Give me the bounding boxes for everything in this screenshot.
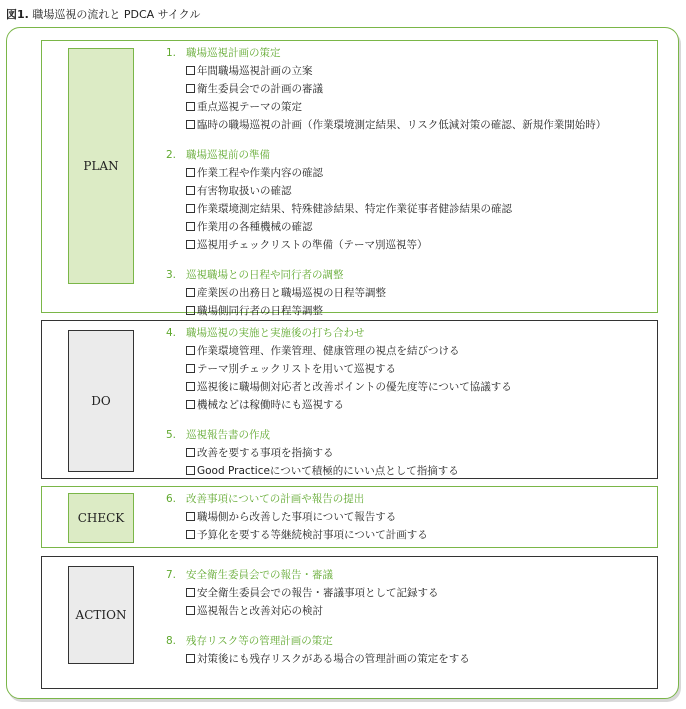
checklist-item: 巡視報告と改善対応の検討 [166, 602, 649, 620]
checkbox-icon [186, 240, 195, 249]
checkbox-icon [186, 120, 195, 129]
phase-content-check [166, 490, 649, 544]
checkbox-icon [186, 66, 195, 75]
checkbox-icon [186, 102, 195, 111]
figure-title [6, 6, 200, 22]
checkbox-icon [186, 364, 195, 373]
phase-content-do [166, 324, 649, 480]
section-heading: 4. 職場巡視の実施と実施後の打ち合わせ [166, 327, 365, 339]
checklist-item: Good Practiceについて積極的にいい点として指摘する [166, 462, 649, 480]
checkbox-icon [186, 288, 195, 297]
checklist-item: 機械などは稼働時にも巡視する [166, 396, 649, 414]
phase-label-action: ACTION [68, 566, 134, 664]
checklist-item: 作業環境管理、作業管理、健康管理の視点を結びつける [166, 342, 649, 360]
checkbox-icon [186, 382, 195, 391]
checklist-item: 予算化を要する等継続検討事項について計画する [166, 526, 649, 544]
checklist-item: 臨時の職場巡視の計画（作業環境測定結果、リスク低減対策の確認、新規作業開始時） [166, 116, 649, 134]
phase-check [41, 486, 658, 548]
checklist-item: 改善を要する事項を指摘する [166, 444, 649, 462]
checklist-item: 重点巡視テーマの策定 [166, 98, 649, 116]
checklist-item: 産業医の出務日と職場巡視の日程等調整 [166, 284, 649, 302]
checkbox-icon [186, 400, 195, 409]
phase-action [41, 556, 658, 689]
phase-content-plan [166, 44, 649, 320]
section-heading: 6. 改善事項についての計画や報告の提出 [166, 493, 365, 505]
checkbox-icon [186, 186, 195, 195]
checklist-item: 職場側から改善した事項について報告する [166, 508, 649, 526]
checkbox-icon [186, 204, 195, 213]
checkbox-icon [186, 654, 195, 663]
phase-plan [41, 40, 658, 317]
phase-do [41, 320, 658, 479]
checkbox-icon [186, 466, 195, 475]
phase-label-plan: PLAN [68, 48, 134, 284]
figure-label: 図1. [6, 8, 29, 21]
pdca-frame [6, 27, 679, 699]
checklist-item: 巡視後に職場側対応者と改善ポイントの優先度等について協議する [166, 378, 649, 396]
section-heading: 5. 巡視報告書の作成 [166, 429, 270, 441]
checkbox-icon [186, 606, 195, 615]
checkbox-icon [186, 448, 195, 457]
checkbox-icon [186, 84, 195, 93]
figure-title-text: 職場巡視の流れと PDCA サイクル [32, 8, 201, 21]
section-heading: 8. 残存リスク等の管理計画の策定 [166, 635, 333, 647]
checklist-item: 作業工程や作業内容の確認 [166, 164, 649, 182]
checklist-item: 巡視用チェックリストの準備（テーマ別巡視等） [166, 236, 649, 254]
checklist-item: 衛生委員会での計画の審議 [166, 80, 649, 98]
checkbox-icon [186, 588, 195, 597]
checkbox-icon [186, 346, 195, 355]
checklist-item: テーマ別チェックリストを用いて巡視する [166, 360, 649, 378]
checkbox-icon [186, 512, 195, 521]
phase-label-do: DO [68, 330, 134, 472]
checklist-item: 作業環境測定結果、特殊健診結果、特定作業従事者健診結果の確認 [166, 200, 649, 218]
checkbox-icon [186, 222, 195, 231]
checklist-item: 職場側同行者の日程等調整 [166, 302, 649, 320]
section-heading: 1. 職場巡視計画の策定 [166, 47, 281, 59]
phase-content-action [166, 566, 649, 668]
section-heading: 7. 安全衛生委員会での報告・審議 [166, 569, 333, 581]
section-heading: 2. 職場巡視前の準備 [166, 149, 270, 161]
checkbox-icon [186, 530, 195, 539]
checkbox-icon [186, 168, 195, 177]
phase-label-check: CHECK [68, 493, 134, 543]
checklist-item: 安全衛生委員会での報告・審議事項として記録する [166, 584, 649, 602]
checklist-item: 年間職場巡視計画の立案 [166, 62, 649, 80]
section-heading: 3. 巡視職場との日程や同行者の調整 [166, 269, 344, 281]
checkbox-icon [186, 306, 195, 315]
checklist-item: 有害物取扱いの確認 [166, 182, 649, 200]
checklist-item: 対策後にも残存リスクがある場合の管理計画の策定をする [166, 650, 649, 668]
checklist-item: 作業用の各種機械の確認 [166, 218, 649, 236]
